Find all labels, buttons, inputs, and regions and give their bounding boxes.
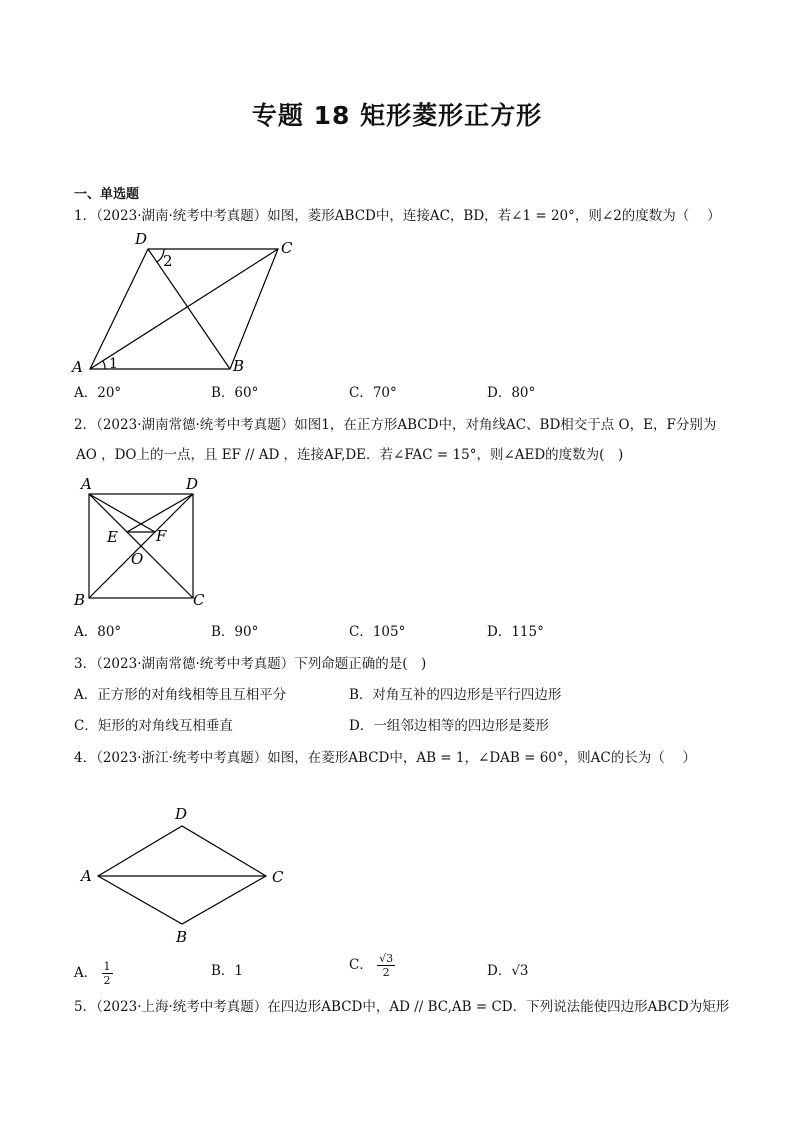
angle-1-arc	[103, 361, 105, 369]
label-c: C	[193, 591, 205, 609]
label-c: C	[272, 868, 284, 886]
question-3-text: 3．（2023·湖南常德·统考中考真题）下列命题正确的是( )	[74, 656, 427, 672]
q1-option-c: C．70°	[349, 385, 397, 401]
question-5-text: 5．（2023·上海·统考中考真题）在四边形ABCD中，AD // BC,AB = CD．下列说法能使四边形ABCD为矩形	[74, 999, 730, 1015]
q1-option-b: B．60°	[211, 385, 259, 401]
q3-option-c: C．矩形的对角线互相垂直	[74, 718, 233, 734]
q4-option-b: B．1	[211, 963, 244, 979]
q2-option-a: A．80°	[74, 624, 122, 640]
diagonal-bd	[148, 249, 230, 369]
page-title: 专题 18 矩形菱形正方形	[251, 101, 543, 130]
label-b: B	[176, 928, 188, 946]
question-1-text: 1．（2023·湖南·统考中考真题）如图，菱形ABCD中，连接AC，BD，若∠1 = 20°，则∠2的度数为（ ）	[74, 208, 721, 224]
q4-option-c-fraction	[377, 952, 395, 979]
label-angle-2: 2	[163, 252, 173, 270]
fraction-numerator: 1	[103, 960, 111, 973]
question-1-figure	[60, 228, 320, 388]
q4-option-a	[74, 960, 113, 987]
question-2-figure	[60, 474, 220, 614]
q1-option-a: A．20°	[74, 385, 122, 401]
label-d: D	[135, 230, 148, 248]
question-4-figure	[70, 800, 300, 950]
q4-option-c	[349, 952, 395, 979]
q2-option-c: C．105°	[349, 624, 406, 640]
label-a: A	[72, 358, 83, 376]
label-b: B	[74, 591, 86, 609]
label-e: E	[107, 528, 118, 546]
q3-option-b: B．对角互补的四边形是平行四边形	[349, 687, 562, 703]
section-heading: 一、单选题	[74, 187, 140, 202]
q3-option-a: A．正方形的对角线相等且互相平分	[74, 687, 287, 703]
q1-option-d: D．80°	[487, 385, 536, 401]
q2-option-d: D．115°	[487, 624, 544, 640]
fraction-denominator: 2	[103, 974, 111, 987]
rhombus-abcd	[98, 826, 266, 924]
label-a: A	[81, 475, 92, 493]
label-d: D	[175, 805, 188, 823]
q4-option-c-letter: C．	[349, 957, 373, 973]
label-d: D	[186, 475, 199, 493]
q4-option-a-fraction	[102, 960, 113, 987]
q2-option-b: B．90°	[211, 624, 259, 640]
q3-option-d: D．一组邻边相等的四边形是菱形	[349, 718, 549, 734]
label-c: C	[281, 239, 293, 257]
label-b: B	[233, 357, 245, 375]
fraction-numerator: √3	[379, 952, 394, 965]
question-2-text-line2: AO ，DO上的一点，且 EF // AD ，连接AF,DE．若∠FAC = 15°，则∠AED的度数为( )	[76, 447, 624, 463]
label-angle-1: 1	[109, 356, 118, 372]
diagonal-ac	[90, 249, 278, 369]
question-4-text: 4．（2023·浙江·统考中考真题）如图，在菱形ABCD中，AB = 1，∠DAB = 60°，则AC的长为（ ）	[74, 750, 697, 766]
question-2-text-line1: 2．（2023·湖南常德·统考中考真题）如图1，在正方形ABCD中，对角线AC、BD相交于点 O，E，F分别为	[74, 417, 717, 433]
q4-option-d: D．√3	[487, 963, 529, 979]
label-f: F	[156, 527, 167, 545]
fraction-denominator: 2	[382, 966, 390, 979]
label-a: A	[81, 867, 92, 885]
q4-option-a-letter: A．	[74, 965, 98, 981]
label-o: O	[131, 550, 144, 568]
